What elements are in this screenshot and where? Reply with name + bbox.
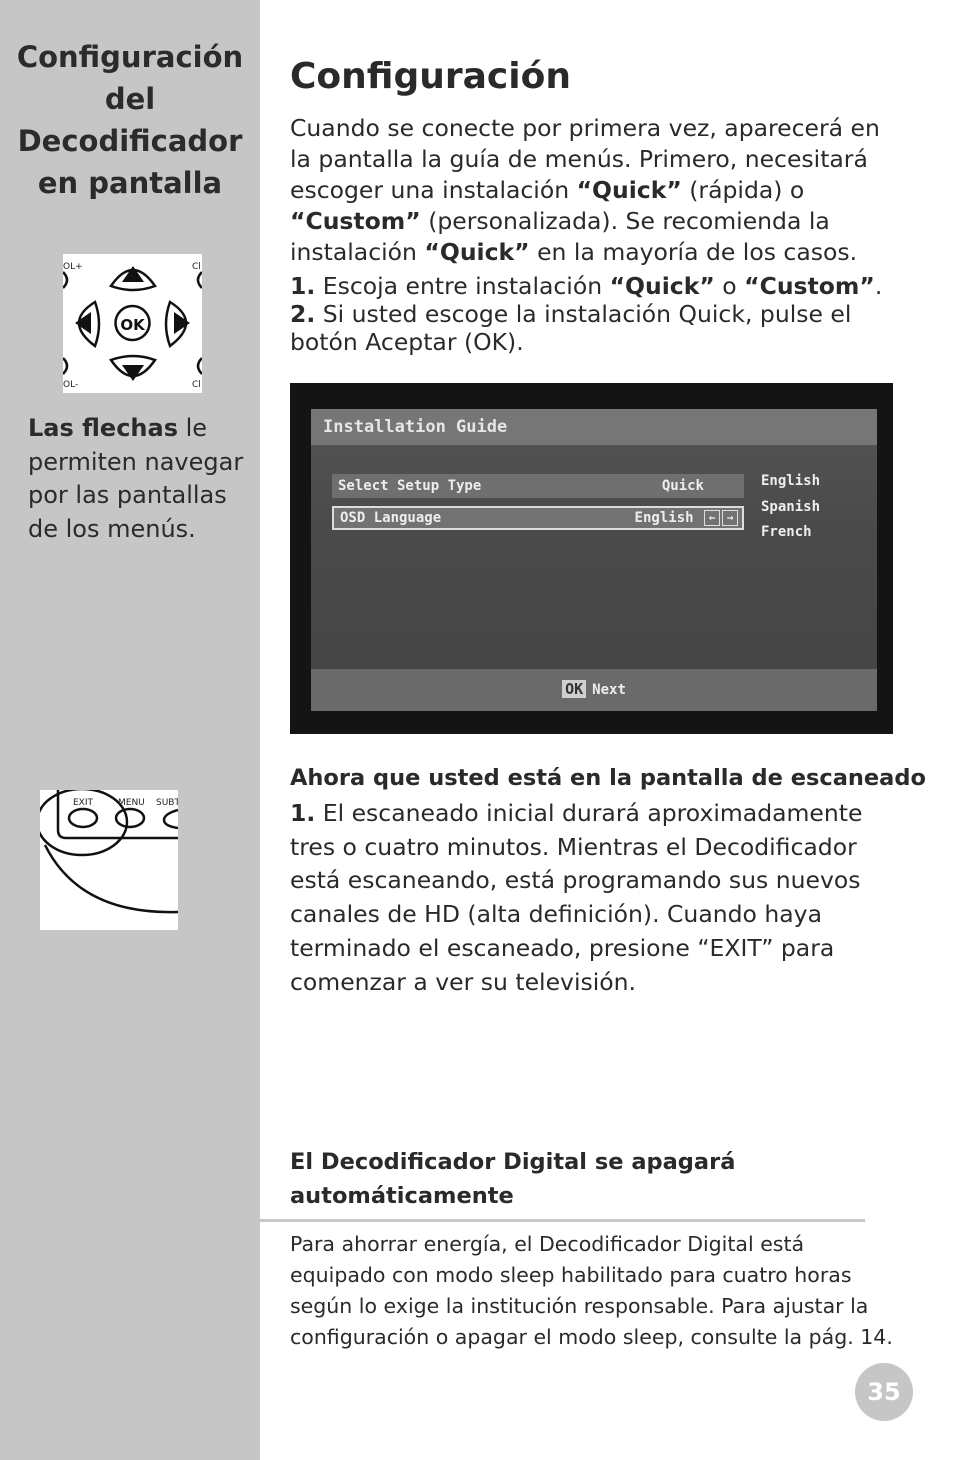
page-number: 35: [855, 1363, 913, 1421]
ch-down-label: Cl: [192, 380, 201, 390]
intro-paragraph: Cuando se conecte por primera vez, aparecerá en la pantalla la guía de menús. Primero, necesitará escoger una instalación “Quick” (rápida) o “Custom” (personalizada). Se recomienda la instalación “Quick” en la mayoría de los casos.: [290, 114, 880, 266]
ok-key-label: OK: [120, 316, 145, 334]
language-option[interactable]: French: [761, 524, 812, 540]
subt-key-label: SUBT: [156, 798, 178, 808]
vol-up-label: OL+: [63, 262, 83, 272]
arrow-left-icon: ←: [704, 510, 720, 526]
language-options: [761, 469, 820, 546]
setup-type-row[interactable]: Select Setup Type Quick: [332, 474, 744, 498]
remote-arrows-illustration: [63, 254, 202, 393]
page-title: Configuración: [290, 56, 571, 97]
menu-key-label: MENU: [118, 798, 145, 808]
arrow-right-icon: →: [722, 510, 738, 526]
vol-down-label: OL-: [63, 380, 79, 390]
tv-footer: [311, 669, 877, 711]
setup-steps: 1. Escoja entre instalación “Quick” o “Custom”. 2. Si usted escoge la instalación Quick, pulse el botón Aceptar (OK).: [290, 272, 890, 356]
auto-off-paragraph: Para ahorrar energía, el Decodificador Digital está equipado con modo sleep habilitado para cuatro horas según lo exige la institución responsable. Para ajustar la configuración o apagar el modo sleep, consulte la pág. 14.: [290, 1232, 893, 1349]
divider: [260, 1219, 865, 1222]
ok-key[interactable]: OK: [562, 680, 586, 698]
tv-header: Installation Guide: [311, 409, 877, 445]
sidebar-title: Configuración del Decodificador en pantalla: [16, 40, 244, 200]
auto-off-heading: El Decodificador Digital se apagará automáticamente: [290, 1149, 736, 1209]
scan-paragraph: 1. El escaneado inicial durará aproximadamente tres o cuatro minutos. Mientras el Decodificador está escaneando, está programando sus nuevos canales de HD (alta definición). Cuando haya terminado el escaneado, presione “EXIT” para comenzar a ver su televisión.: [290, 799, 863, 996]
arrows-note: Las flechas le permiten navegar por las pantallas de los menús.: [28, 414, 244, 543]
ch-up-label: Cl: [192, 262, 201, 272]
step-1: 1. Escoja entre instalación “Quick” o “Custom”.: [290, 272, 883, 300]
step-2: 2. Si usted escoge la instalación Quick, pulse el: [290, 300, 852, 328]
remote-exit-illustration: [40, 790, 178, 930]
language-option[interactable]: English: [761, 473, 821, 489]
next-label: Next: [592, 682, 626, 698]
exit-key-label: EXIT: [73, 798, 94, 808]
dpad-icon: [63, 254, 202, 393]
osd-language-row[interactable]: OSD Language English ← →: [332, 506, 744, 530]
exit-button-icon: [40, 790, 178, 930]
installation-guide-screenshot: [290, 383, 893, 734]
language-option[interactable]: Spanish: [761, 498, 821, 515]
sidebar: [0, 0, 260, 1460]
scan-heading: Ahora que usted está en la pantalla de escaneado: [290, 765, 926, 791]
tv-screen: [311, 409, 877, 711]
